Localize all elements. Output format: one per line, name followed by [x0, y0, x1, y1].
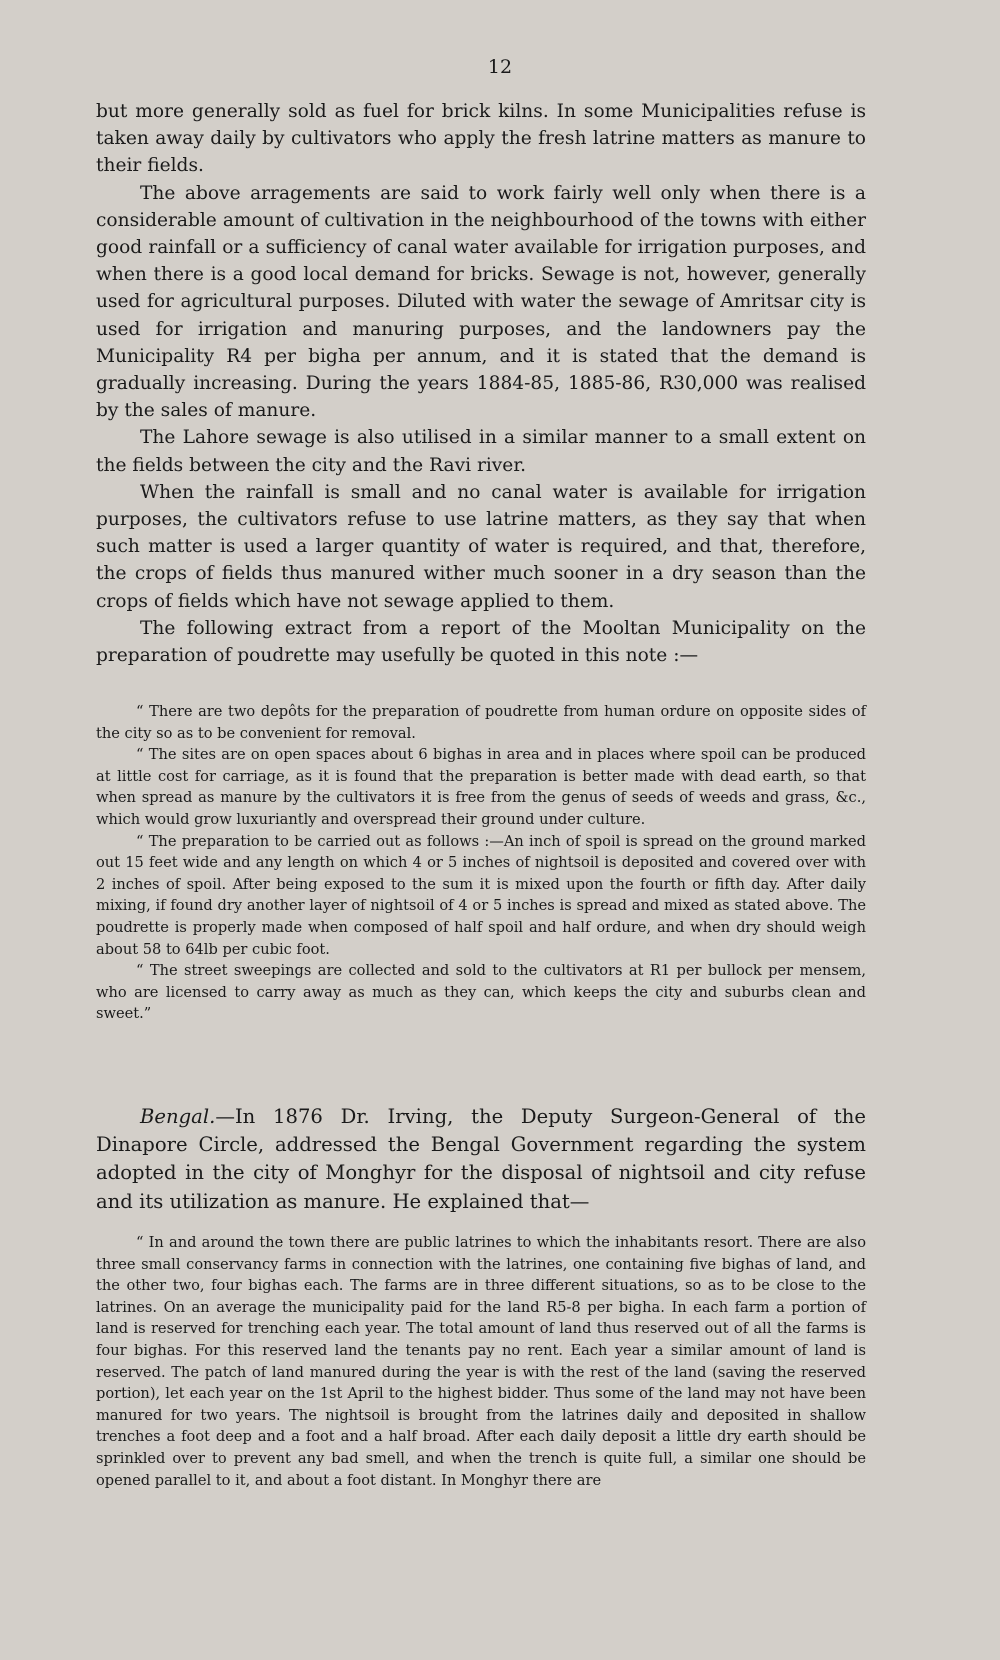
paragraph: The following extract from a report of the Mooltan Municipality on the preparation of poudrette may usefully be quoted in this note :— — [96, 617, 866, 667]
quote-paragraph: “ There are two depôts for the preparation of poudrette from human ordure on opposite sides of the city so as to be convenient for removal. — [96, 703, 866, 742]
paragraph: but more generally sold as fuel for brick kilns. In some Municipalities refuse is taken away daily by cultivators who apply the fresh latrine matters as manure to their fields. — [96, 101, 866, 177]
quote-paragraph: “ In and around the town there are public latrines to which the inhabitants resort. There are also three small conservancy farms in connection with the latrines, one containing five bighas of land, and the other two, four bighas each. The farms are in three different situations, so as to be close to the latrines. On an average the municipality paid for the land R5-8 per bigha. In each farm a portion of land is reserved for trenching each year. The total amount of land thus reserved out of all the farms is four bighas. For this reserved land the tenants pay no rent. Each year a similar amount of land is reserved. The patch of land manured during the year is with the rest of the land (saving the reserved portion), let each year on the 1st April to the highest bidder. Thus some of the land may not have been manured for two years. The nightsoil is brought from the latrines daily and deposited in shallow trenches a foot deep and a foot and a half broad. After each daily deposit a little dry earth should be sprinkled over to prevent any bad smell, and when the trench is quite full, a similar one should be opened parallel to it, and about a foot distant. In Monghyr there are — [96, 1234, 866, 1489]
page-number: 12 — [487, 56, 513, 78]
bengal-paragraph — [96, 1103, 866, 1216]
paragraph: When the rainfall is small and no canal water is available for irrigation purposes, the cultivators refuse to use latrine matters, as they say that when such matter is used a larger quantity of water is required, and that, therefore, the crops of fields thus manured wither much sooner in a dry season than the crops of fields which have not sewage applied to them. — [96, 481, 866, 612]
quote-paragraph: “ The preparation to be carried out as follows :—An inch of spoil is spread on the ground marked out 15 feet wide and any length on which 4 or 5 inches of nightsoil is deposited and covered over with 2 inches of spoil. After being exposed to the sum it is mixed upon the fourth or fifth day. After daily mixing, if found dry another layer of nightsoil of 4 or 5 inches is spread and mixed as stated above. The poudrette is properly made when composed of half spoil and half ordure, and when dry should weigh about 58 to 64lb per cubic foot. — [96, 832, 866, 958]
quote-paragraph: “ The street sweepings are collected and sold to the cultivators at R1 per bullock per mensem, who are licensed to carry away as much as they can, which keeps the city and suburbs clean and sweet.” — [96, 962, 866, 1023]
paragraph: The Lahore sewage is also utilised in a similar manner to a small extent on the fields between the city and the Ravi river. — [96, 427, 866, 476]
mooltan-extract — [96, 701, 866, 1025]
bengal-text: —In 1876 Dr. Irving, the Deputy Surgeon-General of the Dinapore Circle, addressed the Bengal Government regarding the system adopted in the city of Monghyr for the disposal of nightsoil and city refuse and its utilization as manure. He explained that— — [96, 1105, 866, 1213]
monghyr-extract — [96, 1232, 866, 1491]
quote-paragraph: “ The sites are on open spaces about 6 bighas in area and in places where spoil can be produced at little cost for carriage, as it is found that the preparation is better made with dead earth, so that when spread as manure by the cultivators it is free from the genus of seeds of weeds and grass, &c., which would grow luxuriantly and overspread their ground under culture. — [96, 746, 866, 828]
paragraph: The above arragements are said to work fairly well only when there is a considerable amount of cultivation in the neighbourhood of the towns with either good rainfall or a sufficiency of canal water available for irrigation purposes, and when there is a good local demand for bricks. Sewage is not, however, generally used for agricultural purposes. Diluted with water the sewage of Amritsar city is used for irrigation and manuring purposes, and the landowners pay the Municipality R4 per bigha per annum, and it is stated that the demand is gradually increasing. During the years 1884-85, 1885-86, R30,000 was realised by the sales of manure. — [96, 182, 866, 422]
section-heading: Bengal. — [140, 1105, 216, 1128]
main-text — [96, 98, 866, 669]
bengal-section — [96, 1103, 866, 1216]
